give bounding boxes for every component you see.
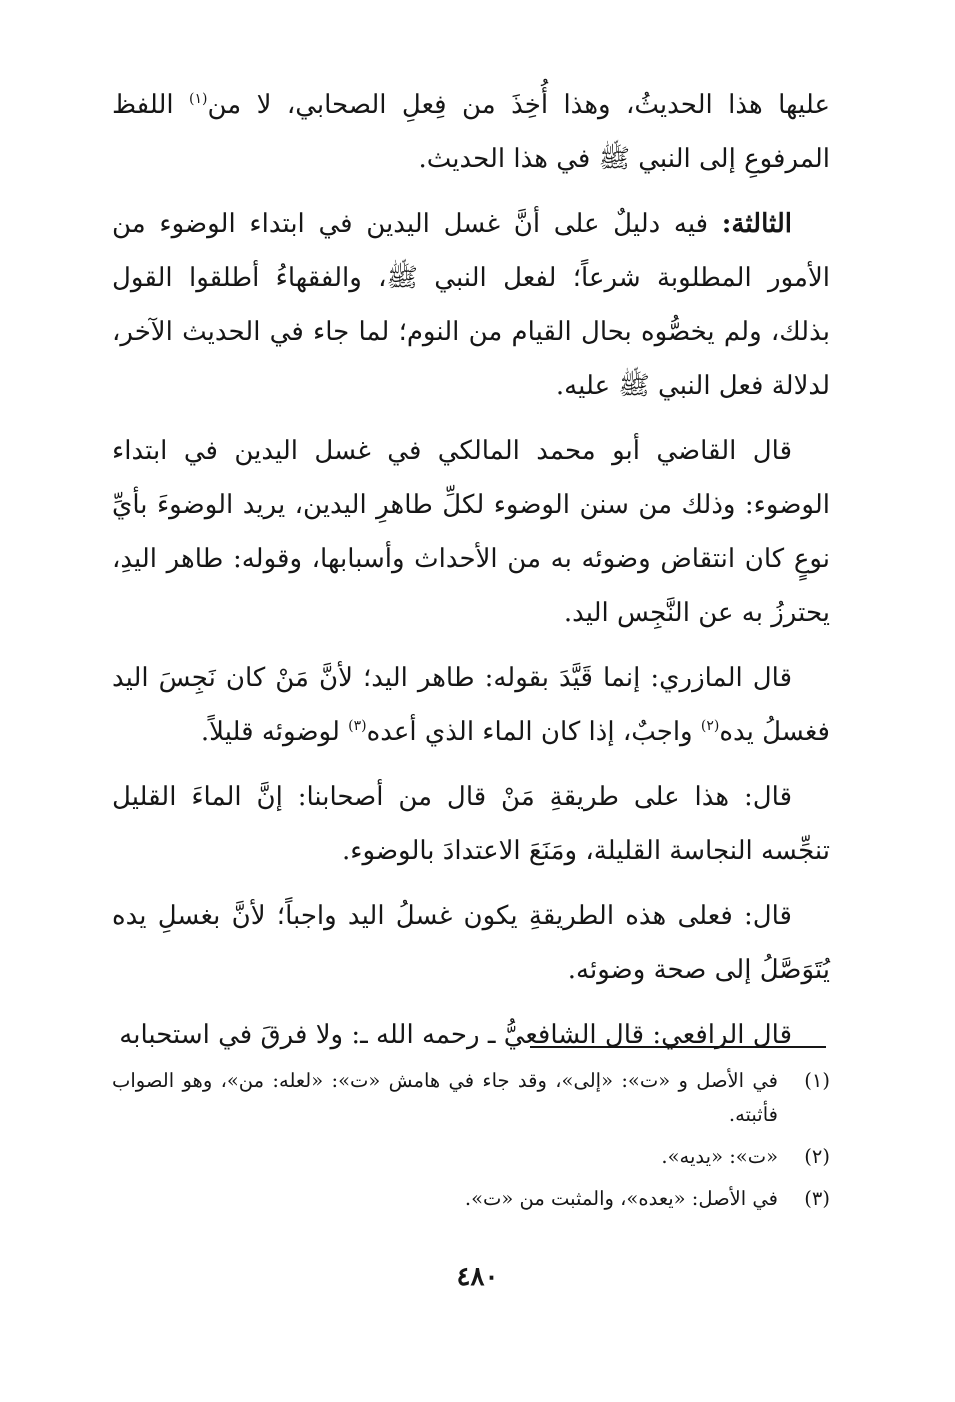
footnote-item — [112, 1064, 830, 1132]
paragraph-p5 — [112, 770, 830, 878]
text-run: واجبٌ، إذا كان الماء الذي أعده — [366, 717, 701, 747]
paragraph-p3 — [112, 424, 830, 640]
footnote-number: (١) — [804, 1069, 830, 1092]
paragraph-p6 — [112, 889, 830, 997]
paragraph-p2 — [112, 197, 830, 413]
footnote-separator — [530, 1046, 826, 1048]
footnote-text: في الأصل: «يعده»، والمثبت من «ت». — [464, 1187, 778, 1210]
footnote-marker[interactable]: (١) — [189, 91, 208, 107]
text-run: قال القاضي أبو محمد المالكي في غسل اليدين في ابتداء الوضوء: وذلك من سنن الوضوء لكلِّ طاهرِ اليدين، يريد الوضوءَ بأيِّ نوعٍ كان انتقاض وضوئه به من الأحداث وأسبابها، وقوله: طاهر اليدِ، يحترزُ به عن النَّجِس اليد. — [112, 436, 830, 628]
text-run: فيه دليلٌ على أنَّ غسل اليدين في ابتداء الوضوء من الأمور المطلوبة شرعاً؛ لفعل النبي ﷺ، والفقهاءُ أطلقوا القول بذلك، ولم يخصُّوه بحال القيام من النوم؛ لما جاء في الحديث الآخر، لدلالة فعل النبي ﷺ عليه. — [112, 209, 830, 401]
page-number: ٤٨٠ — [456, 1262, 499, 1292]
text-run: قال: فعلى هذه الطريقةِ يكون غسلُ اليد واجباً؛ لأنَّ بغسلِ يده يُتَوَصَّلُ إلى صحة وضوئه. — [112, 901, 830, 985]
footnote-text: «ت»: «يديه». — [661, 1145, 778, 1168]
paragraph-p7 — [112, 1008, 830, 1062]
footnote-number: (٣) — [804, 1187, 830, 1210]
footnotes — [112, 1064, 830, 1224]
text-run: قال المازري: إنما قَيَّدَ بقوله: طاهر اليد؛ لأنَّ مَنْ كان نَجِسَ اليد فغسلُ يده — [112, 663, 830, 747]
text-run: عليها هذا الحديثُ، وهذا أُخِذَ من فِعلِ الصحابي، لا من — [207, 90, 830, 120]
text-run: قال: هذا على طريقةِ مَنْ قال من أصحابنا: إنَّ الماءَ القليل تنجِّسه النجاسة القليلة، ومَنَعَ الاعتدادَ بالوضوء. — [112, 782, 830, 866]
footnote-text: في الأصل و «ت»: «إلى»، وقد جاء في هامش «ت»: «لعله: من»، وهو الصواب فأثبته. — [112, 1069, 778, 1126]
text-run: لوضوئه قليلاً. — [200, 717, 349, 747]
footnote-marker[interactable]: (٢) — [700, 718, 720, 734]
footnote-number: (٢) — [804, 1145, 830, 1168]
paragraph-p1 — [112, 78, 830, 186]
footnote-marker[interactable]: (٣) — [348, 718, 367, 734]
text-run: اللفظ المرفوعِ إلى النبي ﷺ في هذا الحديث. — [112, 90, 830, 174]
footnote-item — [112, 1182, 830, 1216]
main-text — [112, 78, 830, 1073]
footnote-item — [112, 1140, 830, 1174]
text-run: قال الرافعي: قال الشافعيُّ ـ رحمه الله ـ: ولا فرقَ في استحبابه — [119, 1020, 792, 1050]
paragraph-lead: الثالثة: — [721, 209, 792, 239]
paragraph-p4 — [112, 651, 830, 759]
